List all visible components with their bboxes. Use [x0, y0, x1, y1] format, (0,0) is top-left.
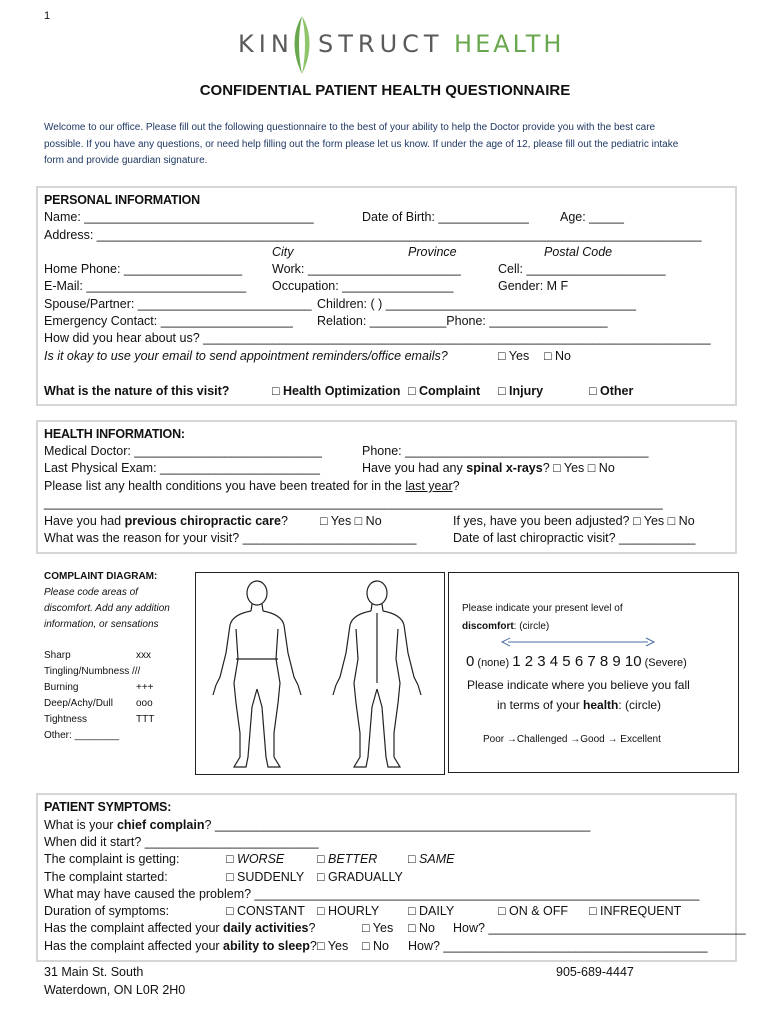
start-field[interactable]: When did it start? _________________________	[44, 835, 319, 849]
conditions-line[interactable]: _________________________________________________________________________________________	[44, 496, 663, 510]
dob-field[interactable]: Date of Birth: _____________	[362, 210, 529, 224]
health-scale[interactable]: Poor →Challenged →Good → Excellent	[483, 734, 661, 745]
email-field[interactable]: E-Mail: _______________________	[44, 279, 247, 293]
chief-bold: chief complain	[116, 818, 205, 832]
logo-text	[318, 30, 564, 58]
footer-address-2: Waterdown, ON L0R 2H0	[44, 983, 186, 997]
chiro-pre: Have you had	[44, 514, 125, 528]
xrays-bold: spinal x-rays	[466, 461, 543, 475]
work-field[interactable]: Work: ______________________	[272, 262, 461, 276]
better-option[interactable]: □ BETTER	[317, 852, 378, 866]
diagram-instruction-1: Please code areas of	[44, 587, 138, 598]
city-label: City	[272, 245, 294, 259]
chiro-yes-no[interactable]: □ Yes □ No	[320, 514, 382, 528]
worse-option[interactable]: □ WORSE	[226, 852, 285, 866]
code-label: Tingling/Numbness ///	[44, 666, 141, 677]
address-field[interactable]: Address: _______________________________________________________________________________________	[44, 228, 702, 242]
xrays-pre: Have you had any	[362, 461, 467, 475]
code-label: Deep/Achy/Dull	[44, 698, 113, 709]
health-q-pre: in terms of your	[497, 698, 584, 712]
conditions-question	[44, 479, 460, 493]
health-question-2	[497, 698, 661, 712]
gender-field[interactable]: Gender: M F	[498, 279, 569, 293]
scale-severe-label: (Severe)	[641, 657, 687, 669]
province-label: Province	[408, 245, 457, 259]
code-symbol: ooo	[136, 698, 153, 709]
sleep-how[interactable]: How? ______________________________________	[408, 939, 708, 953]
code-symbol: xxx	[136, 650, 151, 661]
health-q-post: : (circle)	[618, 698, 662, 712]
daily-option[interactable]: □ DAILY	[408, 904, 455, 918]
daily-activities-no[interactable]: □ No	[408, 921, 436, 935]
personal-heading: PERSONAL INFORMATION	[44, 193, 200, 207]
scale-none-label: (none)	[474, 657, 513, 669]
daily-act-pre: Has the complaint affected your	[44, 921, 224, 935]
body-diagram[interactable]	[195, 572, 445, 775]
footer-address-1: 31 Main St. South	[44, 965, 144, 979]
conditions-post: ?	[452, 479, 460, 493]
email-consent-no[interactable]: □ No	[544, 349, 572, 363]
code-symbol: +++	[136, 682, 154, 693]
logo-health: HEALTH	[454, 30, 565, 58]
diagram-instruction-2: discomfort. Add any addition	[44, 603, 170, 614]
footer-phone: 905-689-4447	[556, 965, 634, 979]
daily-act-post: ?	[308, 921, 316, 935]
code-label: Sharp	[44, 650, 71, 661]
spouse-field[interactable]: Spouse/Partner: _________________________	[44, 297, 312, 311]
same-option[interactable]: □ SAME	[408, 852, 455, 866]
last-chiro-field[interactable]: Date of last chiropractic visit? ___________	[453, 531, 696, 545]
hourly-option[interactable]: □ HOURLY	[317, 904, 380, 918]
sleep-pre: Has the complaint affected your	[44, 939, 224, 953]
intro-line-1: Welcome to our office. Please fill out the following questionnaire to the best of your ability to help the Doctor provide you with the best care	[44, 122, 656, 133]
chiro-bold: previous chiropractic care	[124, 514, 281, 528]
doctor-phone-field[interactable]: Phone: ___________________________________	[362, 444, 649, 458]
intro-line-3: form and provide guardian signature.	[44, 155, 208, 166]
chief-pre: What is your	[44, 818, 117, 832]
last-physical-field[interactable]: Last Physical Exam: _______________________	[44, 461, 320, 475]
discomfort-question-2	[462, 621, 549, 632]
visit-other[interactable]: □ Other	[589, 384, 634, 398]
page-title: CONFIDENTIAL PATIENT HEALTH QUESTIONNAIRE	[199, 82, 571, 99]
diagram-instruction-3: information, or sensations	[44, 619, 159, 630]
home-phone-field[interactable]: Home Phone: _________________	[44, 262, 243, 276]
scale-numbers[interactable]: 1 2 3 4 5 6 7 8 9 10	[512, 653, 642, 670]
conditions-underlined: last year	[405, 479, 453, 493]
name-field[interactable]: Name: _________________________________	[44, 210, 314, 224]
sleep-yes[interactable]: □ Yes	[317, 939, 349, 953]
sleep-bold: ability to sleep	[223, 939, 310, 953]
symptoms-heading: PATIENT SYMPTOMS:	[44, 800, 172, 814]
relation-field[interactable]: Relation: ___________Phone: _________________	[317, 314, 608, 328]
visit-injury[interactable]: □ Injury	[498, 384, 544, 398]
emergency-contact-field[interactable]: Emergency Contact: ___________________	[44, 314, 293, 328]
visit-nature-question: What is the nature of this visit?	[44, 384, 230, 398]
infrequent-option[interactable]: □ INFREQUENT	[589, 904, 682, 918]
logo-struct: STRUCT	[318, 30, 444, 58]
xrays-options[interactable]: ? □ Yes □ No	[542, 461, 615, 475]
daily-activities-yes[interactable]: □ Yes	[362, 921, 394, 935]
medical-doctor-field[interactable]: Medical Doctor: ___________________________	[44, 444, 323, 458]
discomfort-question-1: Please indicate your present level of	[462, 603, 623, 614]
visit-reason-field[interactable]: What was the reason for your visit? _________________________	[44, 531, 417, 545]
chiro-post: ?	[280, 514, 288, 528]
code-other[interactable]: Other: ________	[44, 730, 120, 741]
adjusted-question[interactable]: If yes, have you been adjusted? □ Yes □ No	[453, 514, 695, 528]
daily-activities-how[interactable]: How? _____________________________________	[453, 921, 746, 935]
referral-field[interactable]: How did you hear about us? _________________________________________________________________________	[44, 331, 711, 345]
leaf-icon	[288, 14, 316, 76]
visit-complaint[interactable]: □ Complaint	[408, 384, 481, 398]
visit-health-optimization[interactable]: □ Health Optimization	[272, 384, 401, 398]
chief-complaint-field[interactable]	[44, 818, 590, 832]
constant-option[interactable]: □ CONSTANT	[226, 904, 305, 918]
email-consent-question: Is it okay to use your email to send appointment reminders/office emails?	[44, 349, 448, 363]
email-consent-yes[interactable]: □ Yes	[498, 349, 530, 363]
diagram-heading: COMPLAINT DIAGRAM:	[44, 571, 158, 582]
discomfort-bold: discomfort	[462, 621, 514, 632]
daily-act-bold: daily activities	[223, 921, 309, 935]
double-arrow-icon	[500, 636, 656, 648]
duration-label: Duration of symptoms:	[44, 904, 170, 918]
age-field[interactable]: Age: _____	[560, 210, 624, 224]
cause-field[interactable]: What may have caused the problem? ________________________________________________________________	[44, 887, 700, 901]
code-symbol: TTT	[136, 714, 155, 725]
gradually-option[interactable]: □ GRADUALLY	[317, 870, 403, 884]
code-label: Tightness	[44, 714, 87, 725]
health-question-1: Please indicate where you believe you fall	[467, 678, 690, 692]
chief-post[interactable]: ? ______________________________________________________	[204, 818, 591, 832]
daily-activities-question	[44, 921, 315, 935]
discomfort-scale[interactable]	[466, 653, 687, 671]
health-q-bold: health	[583, 698, 619, 712]
conditions-pre: Please list any health conditions you have been treated for in the	[44, 479, 406, 493]
on-off-option[interactable]: □ ON & OFF	[498, 904, 569, 918]
scale-zero[interactable]: 0	[466, 653, 475, 670]
code-label: Burning	[44, 682, 79, 693]
logo-kin: KIN	[238, 30, 294, 58]
sleep-post: ?	[309, 939, 317, 953]
getting-label: The complaint is getting:	[44, 852, 180, 866]
chiro-question	[44, 514, 288, 528]
started-label: The complaint started:	[44, 870, 168, 884]
cell-field[interactable]: Cell: ____________________	[498, 262, 666, 276]
body-outline-icon	[196, 573, 444, 774]
logo	[238, 30, 294, 58]
children-field[interactable]: Children: ( ) ____________________________________	[317, 297, 637, 311]
occupation-field[interactable]: Occupation: ________________	[272, 279, 454, 293]
postal-label: Postal Code	[544, 245, 613, 259]
discomfort-circle: : (circle)	[513, 621, 550, 632]
xrays-question[interactable]	[362, 461, 615, 475]
sleep-question	[44, 939, 317, 953]
suddenly-option[interactable]: □ SUDDENLY	[226, 870, 305, 884]
intro-line-2: possible. If you have any questions, or need help filling out the form please let us know. If under the age of 12, please fill out the pediatric intake	[44, 139, 679, 150]
sleep-no[interactable]: □ No	[362, 939, 390, 953]
health-heading: HEALTH INFORMATION:	[44, 427, 185, 441]
page-number: 1	[44, 10, 51, 22]
